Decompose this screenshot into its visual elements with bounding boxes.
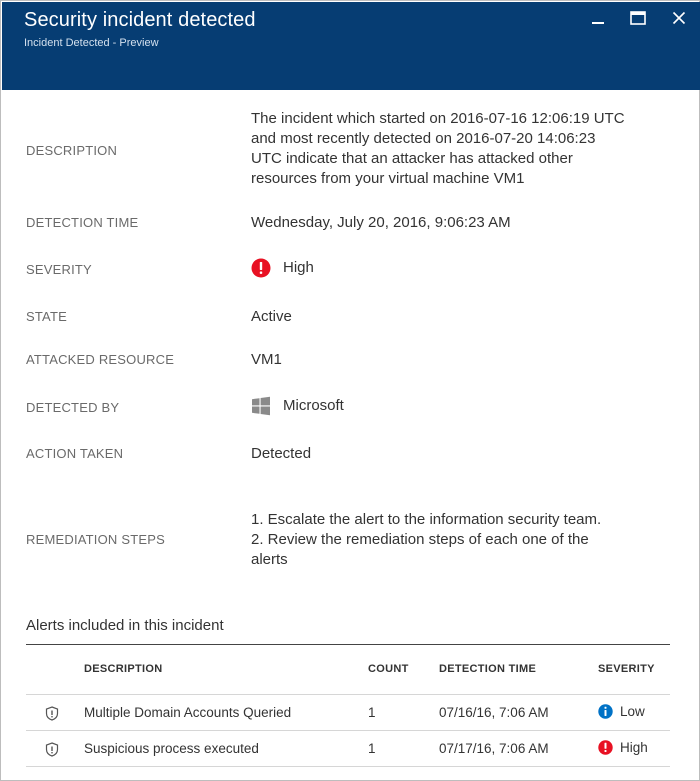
section-divider (26, 644, 670, 645)
blade-header (2, 2, 700, 90)
alert-count: 1 (368, 741, 376, 756)
error-icon (251, 258, 271, 278)
description-line: and most recently detected on 2016-07-20 14:06:23 (251, 130, 596, 147)
alerts-section-title: Alerts included in this incident (26, 617, 224, 634)
alert-detection-time: 07/16/16, 7:06 AM (439, 705, 549, 720)
alert-description: Suspicious process executed (84, 741, 259, 756)
close-icon (672, 11, 686, 25)
severity-text: High (283, 259, 314, 276)
shield-icon (45, 706, 59, 721)
alert-severity (598, 740, 648, 755)
maximize-icon (630, 11, 646, 25)
description-label: DESCRIPTION (26, 143, 118, 158)
remediation-line: 1. Escalate the alert to the information security team. (251, 511, 602, 528)
detection-time-label: DETECTION TIME (26, 215, 139, 230)
detection-time-value: Wednesday, July 20, 2016, 9:06:23 AM (251, 214, 511, 231)
minimize-icon (591, 11, 605, 25)
attacked-resource-value: VM1 (251, 351, 282, 368)
info-icon (598, 704, 613, 719)
alert-severity-text: High (620, 740, 648, 755)
attacked-resource-label: ATTACKED RESOURCE (26, 352, 175, 367)
detected-by-label: DETECTED BY (26, 400, 120, 415)
alert-severity (598, 704, 645, 719)
description-value (251, 109, 671, 189)
row-divider (26, 766, 670, 767)
blade-subtitle: Incident Detected - Preview (24, 37, 159, 49)
severity-label: SEVERITY (26, 262, 92, 277)
remediation-line: 2. Review the remediation steps of each one of the (251, 531, 589, 548)
state-label: STATE (26, 309, 67, 324)
action-taken-label: ACTION TAKEN (26, 446, 124, 461)
action-taken-value: Detected (251, 445, 312, 462)
blade-title: Security incident detected (24, 9, 256, 31)
column-header-count[interactable]: COUNT (368, 663, 409, 675)
error-icon (598, 740, 613, 755)
remediation-steps-value (251, 510, 671, 570)
severity-value (251, 258, 314, 278)
minimize-button[interactable] (587, 8, 609, 28)
close-button[interactable] (668, 8, 690, 28)
description-line: UTC indicate that an attacker has attacked other (251, 150, 573, 167)
state-value: Active (251, 308, 292, 325)
alert-detection-time: 07/17/16, 7:06 AM (439, 741, 549, 756)
detected-by-text: Microsoft (283, 397, 344, 414)
maximize-button[interactable] (627, 8, 649, 28)
description-line: resources from your virtual machine VM1 (251, 170, 525, 187)
remediation-steps-label: REMEDIATION STEPS (26, 532, 165, 547)
column-header-detection-time[interactable]: DETECTION TIME (439, 663, 537, 675)
shield-icon (45, 742, 59, 757)
column-header-severity[interactable]: SEVERITY (598, 663, 655, 675)
column-header-description[interactable]: DESCRIPTION (84, 663, 163, 675)
alert-severity-text: Low (620, 704, 645, 719)
alert-count: 1 (368, 705, 376, 720)
description-line: The incident which started on 2016-07-16 12:06:19 UTC (251, 110, 625, 127)
detected-by-value (251, 396, 344, 416)
remediation-line: alerts (251, 551, 288, 568)
windows-logo-icon (251, 396, 271, 416)
alert-description: Multiple Domain Accounts Queried (84, 705, 292, 720)
